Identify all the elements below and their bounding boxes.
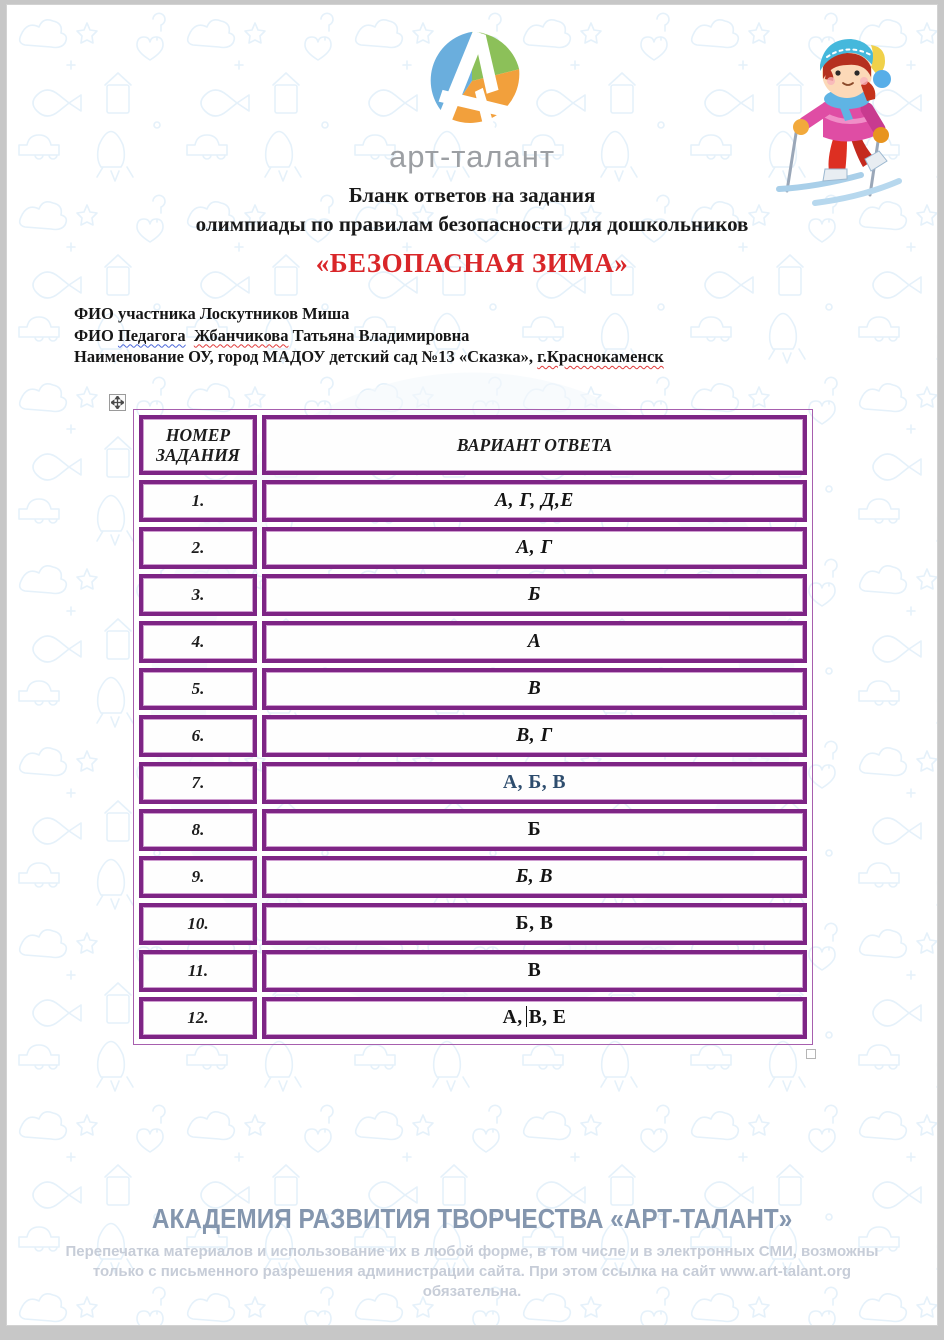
- task-number-cell[interactable]: 8.: [139, 809, 257, 851]
- logo-block: [7, 5, 937, 175]
- answer-row-12: [139, 997, 807, 1039]
- answer-text-after-caret: В, Е: [528, 1007, 567, 1028]
- answer-row-3: [139, 574, 807, 616]
- city-flagged-word: г.Краснокаменск: [537, 347, 664, 366]
- word-gap: [186, 326, 194, 345]
- task-number-cell[interactable]: 2.: [139, 527, 257, 569]
- answer-cell[interactable]: А: [262, 621, 807, 663]
- table-move-handle-icon[interactable]: [109, 394, 126, 411]
- form-subtitle-line1: Бланк ответов на задания: [348, 183, 596, 207]
- answer-cell[interactable]: Б: [262, 574, 807, 616]
- task-number-cell[interactable]: 5.: [139, 668, 257, 710]
- document-page: [6, 4, 938, 1326]
- table-header-row: [139, 415, 807, 475]
- brand-name: арт-талант: [388, 139, 556, 174]
- grammar-flagged-word: Педагога: [117, 325, 186, 345]
- answers-table: [134, 410, 812, 1044]
- answer-cell[interactable]: Б, В: [262, 903, 807, 945]
- answer-row-10: [139, 903, 807, 945]
- school-line[interactable]: [74, 346, 937, 368]
- answer-row-9: [139, 856, 807, 898]
- answer-row-2: [139, 527, 807, 569]
- task-number-cell[interactable]: 4.: [139, 621, 257, 663]
- school-line-prefix: Наименование ОУ, город МАДОУ детский сад №13 «Сказка»,: [74, 347, 538, 366]
- answer-cell[interactable]: [262, 997, 807, 1039]
- participant-name-line[interactable]: ФИО участника Лоскутников Миша: [74, 304, 350, 323]
- answer-row-6: [139, 715, 807, 757]
- answer-cell[interactable]: В: [262, 950, 807, 992]
- answer-cell[interactable]: А, Г: [262, 527, 807, 569]
- form-subtitle-line2: олимпиады по правилам безопасности для дошкольников: [195, 212, 749, 236]
- answer-row-7: [139, 762, 807, 804]
- col-header-task-number[interactable]: НОМЕР ЗАДАНИЯ: [139, 415, 257, 475]
- task-number-cell[interactable]: 10.: [139, 903, 257, 945]
- answer-cell[interactable]: А, Г, Д,Е: [262, 480, 807, 522]
- answer-row-5: [139, 668, 807, 710]
- answers-table-wrap: [134, 410, 812, 1044]
- spelling-flagged-word: Жбанчикова: [193, 325, 289, 345]
- answer-cell[interactable]: Б: [262, 809, 807, 851]
- olympiad-title: «БЕЗОПАСНАЯ ЗИМА»: [315, 248, 629, 278]
- page-footer: [7, 1203, 937, 1302]
- copyright-fineprint: Перепечатка материалов и использование их в любой форме, в том числе и в электронных СМИ, возможны только с письменного разрешения администрации сайта. При этом ссылка на сайт www.art-talant.org обязательна.: [65, 1243, 879, 1300]
- task-number-cell[interactable]: 9.: [139, 856, 257, 898]
- answer-cell[interactable]: В: [262, 668, 807, 710]
- answer-row-8: [139, 809, 807, 851]
- task-number-cell[interactable]: 12.: [139, 997, 257, 1039]
- teacher-line-prefix: ФИО: [74, 325, 118, 345]
- task-number-cell[interactable]: 1.: [139, 480, 257, 522]
- answer-row-11: [139, 950, 807, 992]
- task-number-cell[interactable]: 11.: [139, 950, 257, 992]
- answer-row-1: [139, 480, 807, 522]
- col-header-answer[interactable]: ВАРИАНТ ОТВЕТА: [262, 415, 807, 475]
- task-number-cell[interactable]: 3.: [139, 574, 257, 616]
- text-cursor-caret: [526, 1006, 527, 1027]
- task-number-cell[interactable]: 7.: [139, 762, 257, 804]
- teacher-line-rest: Татьяна Владимировна: [288, 325, 470, 345]
- answer-cell[interactable]: Б, В: [262, 856, 807, 898]
- academy-title: АКАДЕМИЯ РАЗВИТИЯ ТВОРЧЕСТВА «АРТ-ТАЛАНТ»: [151, 1203, 793, 1234]
- participant-info-block[interactable]: [74, 303, 937, 368]
- answer-text-before-caret: А,: [502, 1007, 523, 1028]
- teacher-name-line[interactable]: [74, 325, 937, 347]
- task-number-cell[interactable]: 6.: [139, 715, 257, 757]
- table-resize-handle[interactable]: [806, 1049, 816, 1059]
- answer-cell[interactable]: В, Г: [262, 715, 807, 757]
- answer-cell[interactable]: А, Б, В: [262, 762, 807, 804]
- answer-row-4: [139, 621, 807, 663]
- art-talant-logo-icon: [418, 27, 526, 135]
